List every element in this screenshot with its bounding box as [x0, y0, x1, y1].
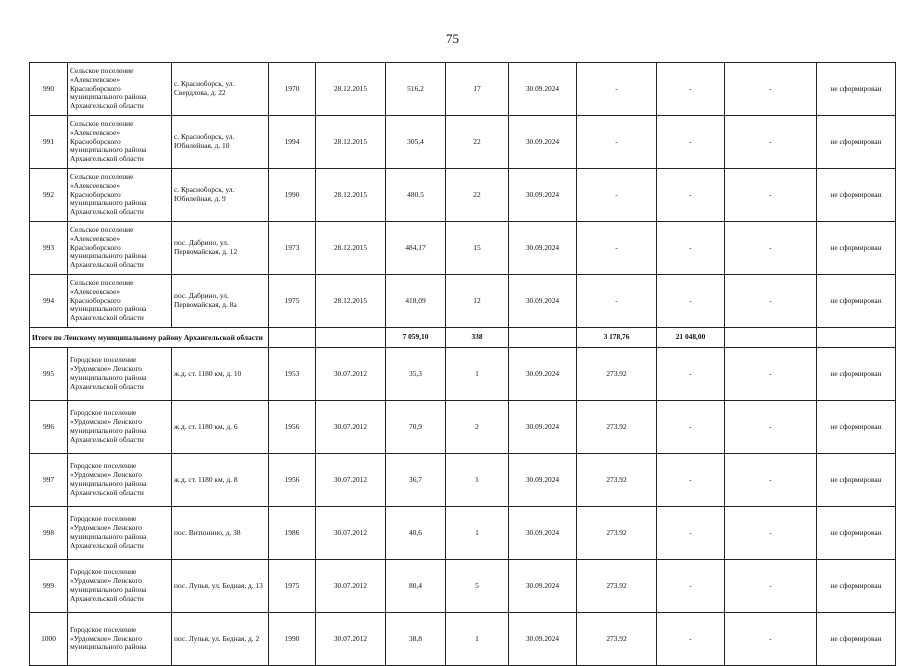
cell-status: не сформирован — [817, 348, 896, 401]
cell-c2: - — [657, 613, 725, 666]
cell-c2: - — [657, 401, 725, 454]
table-row — [30, 169, 896, 222]
cell-year: 1970 — [269, 63, 316, 116]
total-c1: 3 178,76 — [577, 328, 657, 348]
cell-n: 999 — [30, 560, 68, 613]
cell-people: 1 — [446, 348, 509, 401]
cell-c1: - — [577, 275, 657, 328]
cell-c2: - — [657, 222, 725, 275]
cell-date: 30.07.2012 — [316, 348, 386, 401]
cell-year: 1990 — [269, 613, 316, 666]
cell-status: не сформирован — [817, 454, 896, 507]
cell-people: 22 — [446, 116, 509, 169]
cell-people: 5 — [446, 560, 509, 613]
cell-c3: - — [725, 275, 817, 328]
cell-people: 17 — [446, 63, 509, 116]
cell-name: Городское поселение «Урдомское» Ленского муниципального района Архангельской области — [68, 401, 172, 454]
cell-plan: 30.09.2024 — [509, 222, 577, 275]
cell-people: 15 — [446, 222, 509, 275]
cell-area: 35,3 — [386, 348, 446, 401]
table-row — [30, 116, 896, 169]
cell-n: 994 — [30, 275, 68, 328]
cell-c1: 273.92 — [577, 348, 657, 401]
cell-c1: - — [577, 63, 657, 116]
cell-addr: пос. Лупья, ул. Бедная, д. 13 — [172, 560, 269, 613]
cell-date: 30.07.2012 — [316, 507, 386, 560]
cell-n: 992 — [30, 169, 68, 222]
cell-addr: пос. Дабрино, ул. Первомайская, д. 8а — [172, 275, 269, 328]
cell-area: 70,9 — [386, 401, 446, 454]
cell-status: не сформирован — [817, 169, 896, 222]
cell-plan: 30.09.2024 — [509, 613, 577, 666]
cell-c3: - — [725, 348, 817, 401]
cell-c1: 273.92 — [577, 507, 657, 560]
cell-status: не сформирован — [817, 63, 896, 116]
cell-status: не сформирован — [817, 507, 896, 560]
cell-addr: ж.д. ст. 1180 км, д. 10 — [172, 348, 269, 401]
cell-n: 995 — [30, 348, 68, 401]
cell-name: Городское поселение «Урдомское» Ленского муниципального района Архангельской области — [68, 560, 172, 613]
table-row — [30, 275, 896, 328]
cell-area: 305,4 — [386, 116, 446, 169]
cell-people: 1 — [446, 613, 509, 666]
total-label: Итого по Ленскому муниципальному району Архангельской области — [30, 328, 269, 348]
cell-plan: 30.09.2024 — [509, 275, 577, 328]
table-row — [30, 613, 896, 666]
cell-people: 12 — [446, 275, 509, 328]
cell-area: 36,7 — [386, 454, 446, 507]
cell-status: не сформирован — [817, 613, 896, 666]
empty-cell — [269, 328, 316, 348]
cell-c3: - — [725, 560, 817, 613]
cell-c1: 273.92 — [577, 454, 657, 507]
cell-n: 996 — [30, 401, 68, 454]
cell-date: 30.07.2012 — [316, 560, 386, 613]
housing-table — [29, 62, 896, 666]
cell-plan: 30.09.2024 — [509, 116, 577, 169]
cell-area: 80,4 — [386, 560, 446, 613]
cell-date: 28.12.2015 — [316, 222, 386, 275]
cell-area: 38,8 — [386, 613, 446, 666]
empty-cell — [817, 328, 896, 348]
cell-n: 997 — [30, 454, 68, 507]
table-row — [30, 507, 896, 560]
cell-area: 484,17 — [386, 222, 446, 275]
cell-addr: с. Красноборск, ул. Свердлова, д. 22 — [172, 63, 269, 116]
cell-c2: - — [657, 116, 725, 169]
cell-people: 1 — [446, 507, 509, 560]
cell-name: Городское поселение «Урдомское» Ленского муниципального района Архангельской области — [68, 507, 172, 560]
table-row — [30, 454, 896, 507]
cell-c3: - — [725, 63, 817, 116]
table-row — [30, 401, 896, 454]
cell-c1: - — [577, 222, 657, 275]
empty-cell — [316, 328, 386, 348]
cell-n: 993 — [30, 222, 68, 275]
table-row — [30, 63, 896, 116]
cell-plan: 30.09.2024 — [509, 560, 577, 613]
total-row — [30, 328, 896, 348]
cell-c1: - — [577, 169, 657, 222]
empty-cell — [509, 328, 577, 348]
cell-year: 1956 — [269, 401, 316, 454]
cell-c3: - — [725, 169, 817, 222]
cell-name: Городское поселение «Урдомское» Ленского муниципального района Архангельской области — [68, 348, 172, 401]
cell-status: не сформирован — [817, 401, 896, 454]
table-body — [30, 63, 896, 666]
cell-n: 998 — [30, 507, 68, 560]
cell-date: 30.07.2012 — [316, 613, 386, 666]
cell-c3: - — [725, 401, 817, 454]
cell-c2: - — [657, 275, 725, 328]
cell-plan: 30.09.2024 — [509, 401, 577, 454]
cell-year: 1956 — [269, 454, 316, 507]
cell-c3: - — [725, 454, 817, 507]
page-number: 75 — [446, 31, 459, 46]
cell-year: 1975 — [269, 275, 316, 328]
cell-c3: - — [725, 116, 817, 169]
cell-plan: 30.09.2024 — [509, 63, 577, 116]
cell-c2: - — [657, 63, 725, 116]
cell-c3: - — [725, 222, 817, 275]
cell-year: 1994 — [269, 116, 316, 169]
cell-area: 40,6 — [386, 507, 446, 560]
cell-n: 1000 — [30, 613, 68, 666]
cell-date: 28.12.2015 — [316, 169, 386, 222]
cell-year: 1973 — [269, 222, 316, 275]
cell-c3: - — [725, 613, 817, 666]
total-c2: 21 048,00 — [657, 328, 725, 348]
empty-cell — [725, 328, 817, 348]
cell-c2: - — [657, 507, 725, 560]
cell-c2: - — [657, 348, 725, 401]
cell-date: 30.07.2012 — [316, 401, 386, 454]
cell-name: Городское поселение «Урдомское» Ленского муниципального района — [68, 613, 172, 666]
cell-area: 418,09 — [386, 275, 446, 328]
cell-date: 30.07.2012 — [316, 454, 386, 507]
cell-plan: 30.09.2024 — [509, 169, 577, 222]
cell-year: 1975 — [269, 560, 316, 613]
cell-people: 1 — [446, 454, 509, 507]
cell-area: 480.5 — [386, 169, 446, 222]
table-row — [30, 348, 896, 401]
cell-name: Сельское поселение «Алексеевское» Красноборского муниципального района Архангельской области — [68, 222, 172, 275]
cell-addr: ж.д. ст. 1180 км, д. 8 — [172, 454, 269, 507]
cell-c1: - — [577, 116, 657, 169]
cell-c3: - — [725, 507, 817, 560]
cell-people: 2 — [446, 401, 509, 454]
cell-n: 991 — [30, 116, 68, 169]
cell-area: 516,2 — [386, 63, 446, 116]
cell-status: не сформирован — [817, 275, 896, 328]
cell-people: 22 — [446, 169, 509, 222]
cell-c1: 273.92 — [577, 401, 657, 454]
cell-n: 990 — [30, 63, 68, 116]
cell-c2: - — [657, 560, 725, 613]
table-row — [30, 222, 896, 275]
total-area: 7 059,10 — [386, 328, 446, 348]
cell-status: не сформирован — [817, 222, 896, 275]
cell-name: Сельское поселение «Алексеевское» Красноборского муниципального района Архангельской области — [68, 275, 172, 328]
cell-status: не сформирован — [817, 560, 896, 613]
cell-addr: пос. Лупья, ул. Бедная, д. 2 — [172, 613, 269, 666]
cell-date: 28.12.2015 — [316, 63, 386, 116]
cell-name: Сельское поселение «Алексеевское» Красноборского муниципального района Архангельской области — [68, 63, 172, 116]
cell-addr: пос. Дабрино, ул. Первомайская, д. 12 — [172, 222, 269, 275]
cell-c2: - — [657, 169, 725, 222]
cell-date: 28.12.2015 — [316, 275, 386, 328]
cell-plan: 30.09.2024 — [509, 454, 577, 507]
cell-c2: - — [657, 454, 725, 507]
total-people: 338 — [446, 328, 509, 348]
cell-addr: ж.д. ст. 1180 км, д. 6 — [172, 401, 269, 454]
cell-addr: пос. Витюнино, д. 38 — [172, 507, 269, 560]
cell-date: 28.12.2015 — [316, 116, 386, 169]
cell-year: 1953 — [269, 348, 316, 401]
cell-c1: 273.92 — [577, 560, 657, 613]
table-row — [30, 560, 896, 613]
cell-plan: 30.09.2024 — [509, 348, 577, 401]
cell-status: не сформирован — [817, 116, 896, 169]
cell-addr: с. Красноборск, ул. Юбилейная, д. 10 — [172, 116, 269, 169]
cell-name: Городское поселение «Урдомское» Ленского муниципального района Архангельской области — [68, 454, 172, 507]
cell-name: Сельское поселение «Алексеевское» Красноборского муниципального района Архангельской области — [68, 169, 172, 222]
cell-year: 1986 — [269, 507, 316, 560]
cell-c1: 273.92 — [577, 613, 657, 666]
cell-plan: 30.09.2024 — [509, 507, 577, 560]
cell-year: 1990 — [269, 169, 316, 222]
cell-addr: с. Красноборск, ул. Юбилейная, д. 9 — [172, 169, 269, 222]
cell-name: Сельское поселение «Алексеевское» Красноборского муниципального района Архангельской области — [68, 116, 172, 169]
